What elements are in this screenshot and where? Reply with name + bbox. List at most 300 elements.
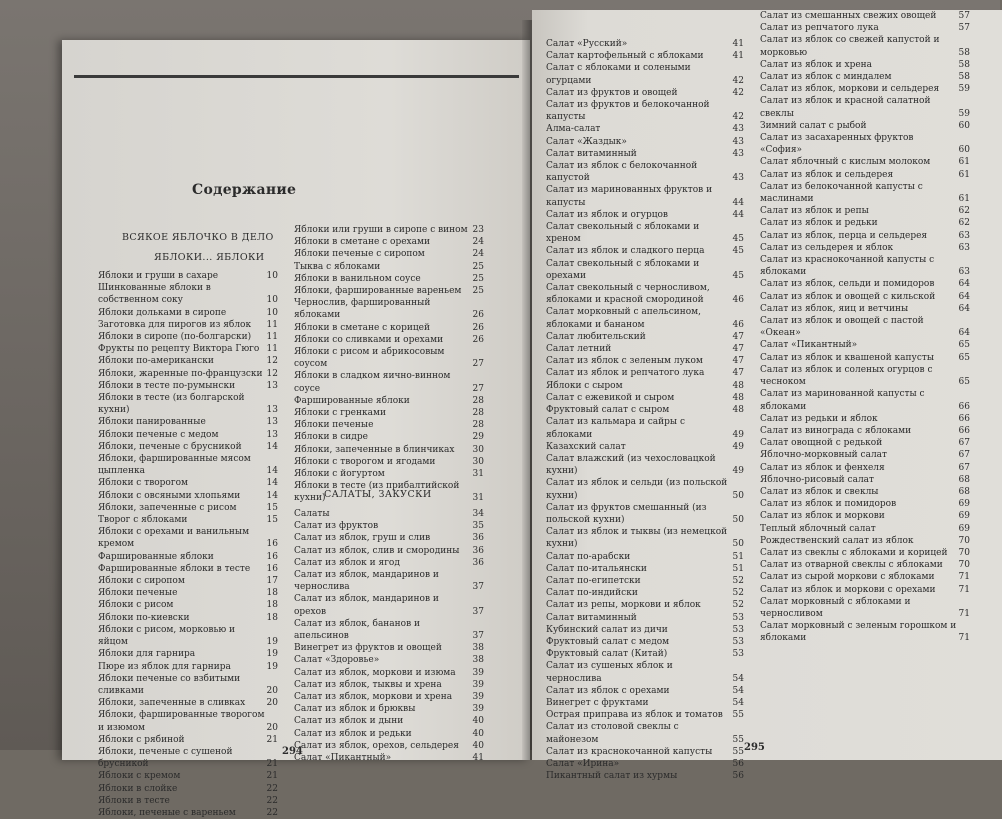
toc-entry bbox=[546, 563, 744, 575]
toc-entry-title: Яблоки с овсяными хлопьями bbox=[98, 490, 241, 501]
toc-entry-title: Творог с яблоками bbox=[98, 515, 188, 526]
toc-entry-page: 15 bbox=[266, 515, 278, 526]
toc-entry-title: Салат свекольный с черносливом, яблоками и красной смородиной bbox=[546, 283, 710, 306]
toc-entry-page: 10 bbox=[266, 271, 278, 281]
toc-entry-title: Салат из яблок и соленых огурцов с чесноком bbox=[760, 364, 933, 388]
toc-entry-page: 53 bbox=[732, 612, 744, 623]
toc-entry-page: 68 bbox=[958, 474, 970, 485]
toc-entry-title: Салат из яблок, орехов, сельдерея bbox=[294, 740, 459, 751]
toc-entry-title: Яблоки, жаренные по-французски bbox=[98, 368, 263, 379]
toc-entry bbox=[98, 502, 278, 514]
toc-entry-page: 58 bbox=[958, 59, 970, 70]
left-page bbox=[62, 40, 530, 818]
toc-entry bbox=[294, 419, 484, 431]
toc-entry-page: 14 bbox=[266, 490, 278, 501]
toc-entry bbox=[546, 209, 744, 221]
toc-entry-title: Салат из яблок и сельди (из польской кухни) bbox=[546, 478, 728, 501]
toc-entry bbox=[294, 618, 484, 642]
toc-entry-title: Фаршированные яблоки bbox=[98, 551, 214, 562]
toc-entry-title: Салат «Жаздык» bbox=[546, 136, 627, 147]
toc-entry-title: Салат из яблок и моркови с орехами bbox=[760, 584, 936, 595]
toc-entry-page: 47 bbox=[732, 356, 744, 367]
toc-entry bbox=[546, 636, 744, 648]
toc-entry-page: 61 bbox=[958, 194, 970, 205]
toc-entry-title: Яблоки печеные со взбитыми сливками bbox=[98, 673, 241, 696]
toc-entry-page: 25 bbox=[472, 286, 484, 297]
toc-entry bbox=[546, 184, 744, 208]
toc-entry-page: 36 bbox=[472, 533, 484, 544]
toc-entry-page: 67 bbox=[958, 438, 970, 449]
toc-entry-page: 67 bbox=[958, 462, 970, 473]
toc-entry-title: Салат с ежевикой и сыром bbox=[546, 392, 675, 403]
toc-entry-title: Казахский салат bbox=[546, 441, 626, 452]
toc-entry bbox=[760, 510, 970, 522]
toc-entry-title: Салат из редьки и яблок bbox=[760, 413, 878, 424]
toc-entry-title: Салат из яблок и дыни bbox=[294, 716, 404, 727]
toc-entry-page: 15 bbox=[266, 502, 278, 513]
toc-entry-title: Яблоки с йогуртом bbox=[294, 469, 385, 480]
section-subtitle: ЯБЛОКИ... ЯБЛОКИ bbox=[154, 252, 265, 263]
toc-entry-title: Салат из маринованной капусты с яблоками bbox=[760, 389, 925, 412]
toc-entry-page: 14 bbox=[266, 466, 278, 477]
toc-entry-title: Салат из яблок и огурцов bbox=[546, 209, 668, 220]
toc-entry-page: 18 bbox=[266, 612, 278, 623]
toc-entry bbox=[760, 181, 970, 205]
toc-entry bbox=[760, 547, 970, 559]
toc-entry-title: Салат из яблок, мандаринов и орехов bbox=[294, 594, 439, 617]
toc-entry bbox=[294, 740, 484, 752]
toc-entry bbox=[294, 752, 484, 764]
toc-entry-title: Яблоки в слойке bbox=[98, 783, 178, 794]
toc-entry-page: 60 bbox=[958, 145, 970, 156]
toc-entry bbox=[98, 795, 278, 807]
toc-entry-title: Яблоки в тесте (из болгарской кухни) bbox=[98, 393, 245, 416]
toc-entry-page: 45 bbox=[732, 234, 744, 245]
toc-entry-page: 41 bbox=[472, 753, 484, 764]
toc-entry-title: Салат из яблок и моркови bbox=[760, 511, 885, 522]
toc-entry-title: Салат «Пикантный» bbox=[760, 340, 858, 351]
toc-column-4 bbox=[760, 10, 970, 645]
toc-entry-page: 57 bbox=[958, 23, 970, 34]
toc-entry-title: Салат из яблок и редьки bbox=[760, 218, 878, 229]
toc-entry bbox=[760, 388, 970, 412]
toc-entry bbox=[760, 596, 970, 620]
right-page bbox=[532, 10, 1002, 782]
toc-entry-page: 21 bbox=[266, 771, 278, 782]
toc-entry-title: Салат из яблок и хрена bbox=[760, 59, 873, 70]
toc-entry bbox=[294, 273, 484, 285]
toc-entry-title: Салат «Русский» bbox=[546, 39, 628, 49]
toc-entry-page: 58 bbox=[958, 72, 970, 83]
toc-entry-title: Острая приправа из яблок и томатов bbox=[546, 710, 723, 721]
toc-entry bbox=[546, 380, 744, 392]
toc-entry-page: 28 bbox=[472, 408, 484, 419]
toc-entry-page: 49 bbox=[732, 466, 744, 477]
toc-entry bbox=[546, 306, 744, 330]
toc-entry-page: 63 bbox=[958, 242, 970, 253]
toc-entry-title: Салат из яблок и репчатого лука bbox=[546, 368, 705, 379]
toc-entry-page: 60 bbox=[958, 120, 970, 131]
toc-entry-title: Яблоки, фаршированные вареньем bbox=[294, 286, 462, 297]
toc-entry bbox=[294, 520, 484, 532]
toc-entry-title: Салат из засахаренных фруктов «София» bbox=[760, 133, 914, 156]
toc-entry bbox=[294, 236, 484, 248]
toc-entry-title: Салат с яблоками и солеными огурцами bbox=[546, 63, 691, 86]
toc-entry-page: 66 bbox=[958, 425, 970, 436]
toc-entry bbox=[546, 587, 744, 599]
toc-entry bbox=[546, 526, 744, 550]
toc-entry bbox=[546, 599, 744, 611]
toc-entry-title: Салат из фруктов и белокочанной капусты bbox=[546, 100, 710, 123]
toc-entry-page: 42 bbox=[732, 112, 744, 123]
toc-entry bbox=[98, 453, 278, 477]
toc-entry bbox=[760, 254, 970, 278]
toc-entry-title: Яблоки, запеченные в блинчиках bbox=[294, 444, 455, 455]
toc-entry-title: Яблоки с рябиной bbox=[98, 734, 185, 745]
toc-entry-page: 46 bbox=[732, 295, 744, 306]
toc-entry-title: Салат из сельдерея и яблок bbox=[760, 242, 894, 253]
toc-entry-page: 10 bbox=[266, 307, 278, 318]
toc-entry bbox=[546, 660, 744, 684]
toc-entry-title: Салат овощной с редькой bbox=[760, 438, 883, 449]
toc-entry-page: 39 bbox=[472, 667, 484, 678]
toc-entry bbox=[546, 123, 744, 135]
toc-entry-title: Яблоки с творогом и ягодами bbox=[294, 456, 436, 467]
toc-entry bbox=[98, 380, 278, 392]
toc-entry-page: 53 bbox=[732, 636, 744, 647]
toc-entry bbox=[294, 297, 484, 321]
toc-entry bbox=[98, 270, 278, 282]
toc-entry-page: 64 bbox=[958, 303, 970, 314]
toc-entry-page: 24 bbox=[472, 237, 484, 248]
toc-entry-title: Салат из яблок, бананов и апельсинов bbox=[294, 618, 421, 642]
toc-entry bbox=[98, 770, 278, 782]
toc-entry-title: Салат из краснокочанной капусты с яблоками bbox=[760, 255, 935, 278]
toc-entry-title: Яблоки, печеные с брусникой bbox=[98, 441, 242, 452]
toc-entry bbox=[98, 587, 278, 599]
toc-entry-title: Яблоки в сметане с корицей bbox=[294, 322, 430, 333]
toc-entry-title: Салат из отварной свеклы с яблоками bbox=[760, 560, 943, 571]
toc-entry bbox=[760, 303, 970, 315]
toc-entry bbox=[98, 575, 278, 587]
toc-entry-title: Салат из яблок и сладкого перца bbox=[546, 246, 705, 257]
toc-entry-title: Яблоки в тесте по-румынски bbox=[98, 380, 236, 391]
toc-entry-page: 49 bbox=[732, 429, 744, 440]
toc-entry-title: Яблоки для гарнира bbox=[98, 649, 196, 660]
toc-entry-page: 51 bbox=[732, 551, 744, 562]
toc-entry bbox=[760, 571, 970, 583]
page-number-right: 295 bbox=[744, 742, 765, 753]
toc-entry bbox=[546, 709, 744, 721]
toc-entry-title: Салат из яблок и помидоров bbox=[760, 499, 897, 510]
toc-entry-title: Салат по-индийски bbox=[546, 588, 638, 599]
toc-entry-page: 48 bbox=[732, 405, 744, 416]
toc-entry bbox=[98, 807, 278, 819]
toc-entry-title: Шинкованные яблоки в собственном соку bbox=[98, 283, 211, 306]
toc-entry-page: 43 bbox=[732, 173, 744, 184]
toc-entry bbox=[760, 120, 970, 132]
toc-entry-page: 47 bbox=[732, 344, 744, 355]
toc-entry-title: Яблоки в тесте (из прибалтийской кухни) bbox=[294, 481, 460, 504]
toc-entry-title: Салат морковный с апельсином, яблоками и бананом bbox=[546, 307, 702, 330]
toc-entry-page: 48 bbox=[732, 392, 744, 403]
toc-entry bbox=[546, 136, 744, 148]
toc-entry-page: 18 bbox=[266, 588, 278, 599]
toc-entry-page: 69 bbox=[958, 511, 970, 522]
toc-entry-page: 41 bbox=[732, 51, 744, 62]
toc-entry-page: 65 bbox=[958, 377, 970, 388]
toc-entry bbox=[98, 392, 278, 416]
toc-entry-title: Салат из свеклы с яблоками и корицей bbox=[760, 547, 948, 558]
toc-entry-page: 55 bbox=[732, 734, 744, 745]
toc-entry-page: 52 bbox=[732, 575, 744, 586]
toc-entry bbox=[546, 160, 744, 184]
toc-entry bbox=[760, 242, 970, 254]
toc-entry-page: 53 bbox=[732, 649, 744, 660]
toc-entry bbox=[546, 441, 744, 453]
toc-entry-title: Салат из яблок, сельди и помидоров bbox=[760, 279, 935, 290]
toc-entry-title: Салат из сушеных яблок и чернослива bbox=[546, 661, 673, 684]
toc-column-2a bbox=[294, 224, 484, 505]
toc-entry bbox=[546, 746, 744, 758]
toc-entry bbox=[294, 715, 484, 727]
toc-entry-title: Яблоки печеные с сиропом bbox=[294, 249, 425, 260]
toc-entry bbox=[760, 10, 970, 22]
toc-entry-title: Яблоки в сладком яично-винном соусе bbox=[294, 371, 451, 394]
toc-entry bbox=[760, 95, 970, 119]
toc-entry bbox=[760, 278, 970, 290]
toc-entry-title: Салат витаминный bbox=[546, 612, 637, 623]
toc-entry-page: 25 bbox=[472, 273, 484, 284]
toc-entry bbox=[294, 545, 484, 557]
toc-entry-title: Тыква с яблоками bbox=[294, 261, 381, 272]
toc-entry-page: 56 bbox=[732, 758, 744, 769]
toc-entry-title: Яблоки с гренками bbox=[294, 408, 386, 419]
toc-entry-title: Алма-салат bbox=[546, 124, 601, 135]
toc-entry bbox=[546, 343, 744, 355]
toc-entry bbox=[760, 437, 970, 449]
toc-entry-page: 13 bbox=[266, 429, 278, 440]
toc-entry-title: Яблоки, запеченные с рисом bbox=[98, 502, 237, 513]
toc-entry-page: 70 bbox=[958, 547, 970, 558]
toc-entry-page: 39 bbox=[472, 679, 484, 690]
toc-entry-page: 37 bbox=[472, 582, 484, 593]
toc-entry-title: Салат из столовой свеклы с майонезом bbox=[546, 722, 679, 745]
toc-entry-page: 41 bbox=[732, 39, 744, 49]
toc-entry-page: 55 bbox=[732, 746, 744, 757]
toc-entry bbox=[760, 498, 970, 510]
toc-entry bbox=[98, 746, 278, 770]
toc-entry bbox=[546, 258, 744, 282]
toc-entry bbox=[546, 99, 744, 123]
toc-entry-title: Салат «Ирина» bbox=[546, 758, 620, 769]
toc-entry-page: 14 bbox=[266, 478, 278, 489]
toc-entry-page: 22 bbox=[266, 795, 278, 806]
toc-entry-title: Салат по-египетски bbox=[546, 575, 641, 586]
toc-entry-title: Салат по-арабски bbox=[546, 551, 631, 562]
toc-entry-page: 52 bbox=[732, 600, 744, 611]
toc-entry bbox=[98, 307, 278, 319]
toc-entry bbox=[546, 221, 744, 245]
toc-entry-page: 49 bbox=[732, 441, 744, 452]
toc-entry bbox=[98, 355, 278, 367]
toc-entry-title: Салат из фруктов и овощей bbox=[546, 87, 678, 98]
toc-entry-page: 26 bbox=[472, 322, 484, 333]
toc-entry-title: Чернослив, фаршированный яблоками bbox=[294, 298, 431, 321]
toc-entry-title: Салат из яблок и овощей с пастой «Океан» bbox=[760, 316, 924, 339]
toc-entry-title: Салат из яблок и красной салатной свеклы bbox=[760, 96, 931, 119]
toc-entry bbox=[98, 673, 278, 697]
toc-entry-title: Салат из яблок, мандаринов и чернослива bbox=[294, 570, 439, 593]
toc-entry-title: Фруктовый салат с сыром bbox=[546, 405, 670, 416]
toc-entry bbox=[546, 367, 744, 379]
toc-entry-page: 71 bbox=[958, 633, 970, 644]
toc-entry-title: Яблоки с сиропом bbox=[98, 576, 185, 587]
toc-entry-page: 69 bbox=[958, 499, 970, 510]
toc-entry-title: Яблочно-морковный салат bbox=[760, 450, 888, 461]
toc-entry-title: Салат из фруктов смешанный (из польской кухни) bbox=[546, 502, 707, 525]
toc-entry-title: Яблоки по-американски bbox=[98, 356, 214, 367]
toc-entry-page: 12 bbox=[266, 368, 278, 379]
toc-entry bbox=[294, 508, 484, 520]
toc-entry-page: 47 bbox=[732, 331, 744, 342]
toc-entry bbox=[546, 648, 744, 660]
toc-entry-page: 13 bbox=[266, 417, 278, 428]
toc-entry-title: Салат летний bbox=[546, 344, 612, 355]
toc-entry-page: 40 bbox=[472, 728, 484, 739]
toc-entry-title: Салат из яблок и редьки bbox=[294, 728, 412, 739]
toc-entry-title: Яблоки с рисом bbox=[98, 600, 174, 611]
toc-entry bbox=[98, 490, 278, 502]
toc-entry bbox=[546, 62, 744, 86]
toc-entry-title: Яблоки с сыром bbox=[546, 380, 623, 391]
toc-entry-title: Теплый яблочный салат bbox=[760, 523, 876, 534]
toc-entry-page: 43 bbox=[732, 124, 744, 135]
toc-entry bbox=[294, 395, 484, 407]
toc-entry-title: Салат влажский (из чехословацкой кухни) bbox=[546, 453, 716, 477]
toc-entry-page: 19 bbox=[266, 637, 278, 648]
toc-entry-title: Салат из яблок с белокочанной капустой bbox=[546, 161, 698, 184]
toc-entry bbox=[546, 612, 744, 624]
page-number-left: 294 bbox=[282, 746, 303, 757]
toc-entry-title: Яблоки панированные bbox=[98, 417, 206, 428]
section-title-2: САЛАТЫ, ЗАКУСКИ bbox=[324, 489, 432, 500]
toc-entry-page: 30 bbox=[472, 456, 484, 467]
toc-entry-page: 11 bbox=[266, 319, 278, 330]
toc-entry-page: 58 bbox=[958, 47, 970, 58]
toc-entry-page: 13 bbox=[266, 405, 278, 416]
toc-entry-page: 70 bbox=[958, 560, 970, 571]
toc-entry-page: 27 bbox=[472, 383, 484, 394]
toc-entry-page: 11 bbox=[266, 344, 278, 355]
toc-entry-title: Яблоки или груши в сиропе с вином bbox=[294, 225, 468, 235]
toc-entry-title: Салат «Пикантный» bbox=[294, 753, 392, 764]
toc-entry bbox=[294, 248, 484, 260]
toc-entry bbox=[98, 734, 278, 746]
toc-entry bbox=[760, 132, 970, 156]
toc-entry-page: 45 bbox=[732, 246, 744, 257]
toc-entry-page: 13 bbox=[266, 380, 278, 391]
toc-entry-page: 26 bbox=[472, 334, 484, 345]
toc-entry bbox=[760, 291, 970, 303]
toc-entry-title: Салат картофельный с яблоками bbox=[546, 51, 704, 62]
toc-entry-title: Фруктовый салат с медом bbox=[546, 636, 670, 647]
toc-entry-title: Салат из белокочанной капусты с маслинами bbox=[760, 181, 923, 205]
toc-entry bbox=[546, 148, 744, 160]
toc-entry-title: Яблоки печеные bbox=[98, 588, 178, 599]
toc-entry-page: 29 bbox=[472, 432, 484, 443]
toc-entry-page: 65 bbox=[958, 340, 970, 351]
toc-entry bbox=[546, 624, 744, 636]
toc-entry-page: 64 bbox=[958, 328, 970, 339]
toc-entry-page: 28 bbox=[472, 395, 484, 406]
toc-entry-title: Заготовка для пирогов из яблок bbox=[98, 319, 252, 330]
toc-entry-title: Яблоки, печеные с сушеной брусникой bbox=[98, 746, 233, 770]
toc-entry bbox=[760, 449, 970, 461]
toc-entry bbox=[98, 282, 278, 306]
toc-entry bbox=[546, 551, 744, 563]
toc-entry-title: Салат из сырой моркови с яблоками bbox=[760, 572, 935, 583]
toc-entry bbox=[294, 691, 484, 703]
toc-entry bbox=[98, 331, 278, 343]
toc-entry bbox=[760, 620, 970, 644]
toc-entry-page: 40 bbox=[472, 716, 484, 727]
toc-entry bbox=[294, 285, 484, 297]
toc-entry-page: 23 bbox=[472, 225, 484, 235]
toc-entry bbox=[294, 557, 484, 569]
toc-entry-page: 21 bbox=[266, 759, 278, 770]
toc-entry bbox=[546, 575, 744, 587]
toc-entry-title: Яблоки в тесте bbox=[98, 795, 170, 806]
toc-entry-title: Зимний салат с рыбой bbox=[760, 120, 867, 131]
toc-entry-page: 35 bbox=[472, 521, 484, 532]
toc-entry bbox=[546, 770, 744, 782]
toc-entry bbox=[294, 261, 484, 273]
toc-entry-title: Салат из яблок с зеленым луком bbox=[546, 356, 703, 367]
toc-entry-page: 17 bbox=[266, 576, 278, 587]
toc-entry-page: 42 bbox=[732, 87, 744, 98]
toc-entry-page: 62 bbox=[958, 218, 970, 229]
toc-entry-page: 39 bbox=[472, 692, 484, 703]
toc-entry bbox=[98, 526, 278, 550]
toc-entry-title: Салат из кальмара и сайры с яблоками bbox=[546, 417, 685, 440]
toc-entry-title: Салат из яблок, слив и смородины bbox=[294, 545, 460, 556]
toc-entry bbox=[294, 728, 484, 740]
toc-entry-title: Салат «Здоровье» bbox=[294, 655, 380, 666]
toc-entry-page: 63 bbox=[958, 230, 970, 241]
toc-entry-title: Салат из яблок и свеклы bbox=[760, 486, 879, 497]
toc-entry bbox=[760, 156, 970, 168]
toc-entry-page: 51 bbox=[732, 563, 744, 574]
toc-entry bbox=[546, 453, 744, 477]
toc-entry-page: 54 bbox=[732, 685, 744, 696]
toc-entry bbox=[98, 514, 278, 526]
toc-entry-page: 43 bbox=[732, 136, 744, 147]
toc-entry-page: 48 bbox=[732, 380, 744, 391]
toc-entry-title: Салат свекольный с яблоками и орехами bbox=[546, 258, 700, 281]
toc-entry bbox=[98, 612, 278, 624]
toc-entry-title: Пюре из яблок для гарнира bbox=[98, 661, 231, 672]
toc-entry bbox=[294, 456, 484, 468]
toc-entry bbox=[760, 339, 970, 351]
toc-entry-title: Кубинский салат из дичи bbox=[546, 624, 668, 635]
section-title: ВСЯКОЕ ЯБЛОЧКО В ДЕЛО bbox=[122, 232, 274, 243]
toc-entry bbox=[98, 477, 278, 489]
toc-entry bbox=[760, 83, 970, 95]
toc-entry-page: 14 bbox=[266, 441, 278, 452]
toc-entry-title: Яблоки в ванильном соусе bbox=[294, 273, 421, 284]
toc-entry-page: 22 bbox=[266, 807, 278, 818]
